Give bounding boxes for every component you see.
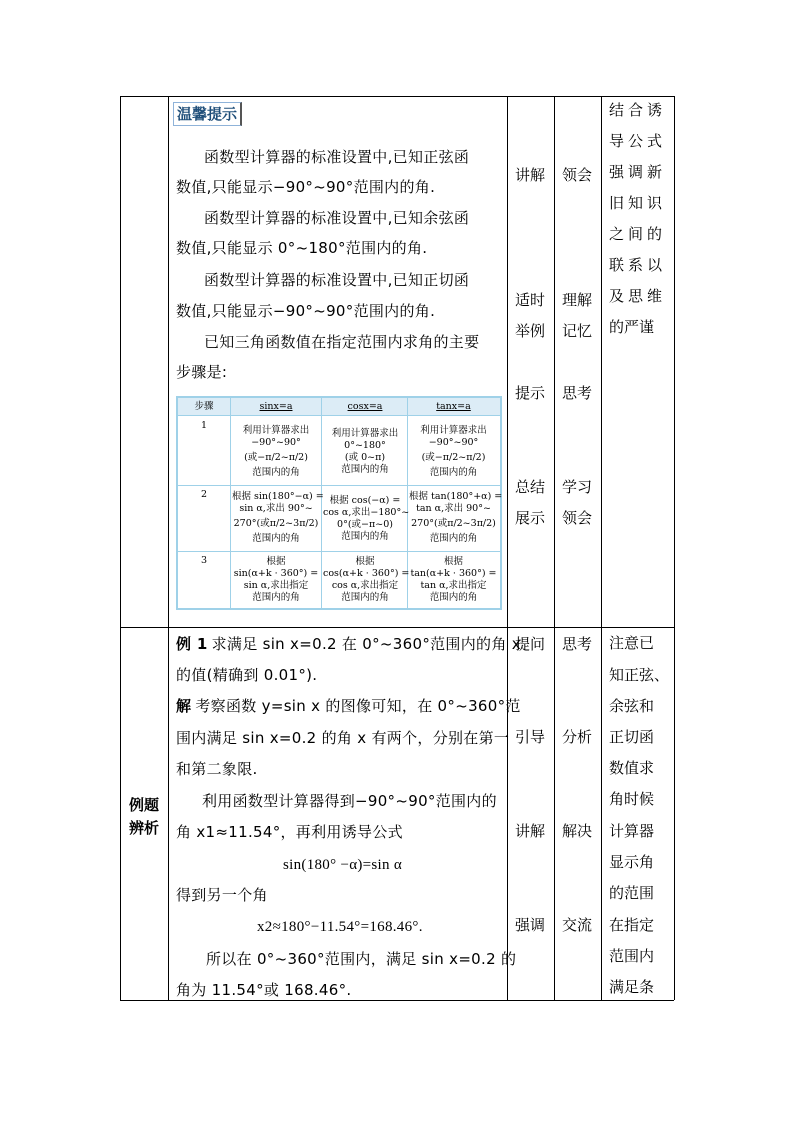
solution-label: 解 <box>176 697 192 715</box>
example-text: 求满足 sin x=0.2 在 0°~360°范围内的角 x <box>211 635 521 653</box>
example-line: 利用函数型计算器得到−90°~90°范围内的 <box>202 792 497 810</box>
column-divider <box>168 96 169 1000</box>
example-line: 角 x1≈11.54°，再利用诱导公式 <box>176 823 403 841</box>
teacher-activity: 讲解 <box>515 822 546 840</box>
student-activity: 交流 <box>562 916 593 934</box>
steps-col-line <box>230 398 231 608</box>
tip-line: 已知三角函数值在指定范围内求角的主要 <box>204 333 480 351</box>
example-line <box>176 691 521 723</box>
step-tan: 范围内的角 <box>429 467 478 478</box>
teacher-activity: 提示 <box>515 384 546 402</box>
teacher-activity: 举例 <box>515 322 546 340</box>
step-cos: 范围内的角 <box>341 531 389 542</box>
step-tan: tan α,求出指定 <box>420 580 487 591</box>
example-line: 的值(精确到 0.01°). <box>176 666 318 684</box>
steps-header-sin: sinx=a <box>259 401 293 412</box>
step-sin: −90°~90° <box>251 437 301 448</box>
design-note-line: 联系以 <box>609 256 667 274</box>
table-right-border <box>674 96 675 1000</box>
design-note-line: 余弦和 <box>609 697 655 715</box>
step-tan: 范围内的角 <box>429 592 478 603</box>
teacher-activity: 总结 <box>515 478 546 496</box>
design-note-line: 的范围 <box>609 884 655 902</box>
design-note-line: 显示角 <box>609 853 655 871</box>
step-sin: sin(α+k · 360°) = <box>233 568 319 579</box>
tip-line: 数值,只能显示 0°~180°范围内的角. <box>176 239 428 257</box>
step-sin: sin α,求出 90°~ <box>239 503 313 514</box>
design-note-line: 之间的 <box>609 225 667 243</box>
example-line <box>176 629 521 661</box>
step-sin: 利用计算器求出 <box>242 425 310 436</box>
step-cos: 范围内的角 <box>341 464 389 475</box>
example-line: 和第二象限. <box>176 760 258 778</box>
section-label: 例题 <box>129 796 160 814</box>
design-note-line: 导公式 <box>609 132 667 150</box>
example-line: 所以在 0°~360°范围内，满足 sin x=0.2 的 <box>206 950 517 968</box>
steps-table <box>176 396 502 610</box>
section-label: 辨析 <box>129 819 160 837</box>
step-tan: 根据 <box>443 556 463 567</box>
row-divider <box>120 627 674 628</box>
step-sin: 270°(或π/2~3π/2) <box>233 518 319 529</box>
tip-line: 数值,只能显示−90°~90°范围内的角. <box>176 178 436 196</box>
step-cos: 根据 cos(−α) = <box>329 495 401 506</box>
design-note-line: 范围内 <box>609 947 655 965</box>
design-note-line: 强调新 <box>609 163 667 181</box>
step-cos: 0°(或−π~0) <box>337 519 393 530</box>
step-tan: tan α,求出 90°~ <box>416 503 491 514</box>
step-sin: 根据 <box>266 556 286 567</box>
teacher-activity: 引导 <box>515 728 546 746</box>
step-tan: 范围内的角 <box>429 533 478 544</box>
step-sin: 范围内的角 <box>252 592 300 603</box>
design-note-line: 数值求 <box>609 759 655 777</box>
step-cos: 0°~180° <box>344 440 386 451</box>
teacher-activity: 提问 <box>515 635 546 653</box>
table-top-border <box>120 96 674 97</box>
step-number: 3 <box>200 555 208 566</box>
steps-row-line <box>178 415 500 416</box>
student-activity: 思考 <box>562 635 593 653</box>
student-activity: 学习 <box>562 478 593 496</box>
formula-line: sin(180° −α)=sin α <box>283 857 403 873</box>
step-sin: sin α,求出指定 <box>243 580 309 591</box>
student-activity: 记忆 <box>562 322 593 340</box>
example-text: 考察函数 y=sin x 的图像可知，在 0°~360°范 <box>195 697 521 715</box>
step-tan: −90°~90° <box>428 437 479 448</box>
step-tan: 根据 tan(180°+α) = <box>409 491 503 502</box>
step-tan: 270°(或π/2~3π/2) <box>411 518 496 529</box>
step-sin: 范围内的角 <box>252 533 300 544</box>
step-tan: tan(α+k · 360°) = <box>410 568 497 579</box>
design-note-line: 角时候 <box>609 790 655 808</box>
teacher-activity: 讲解 <box>515 166 546 184</box>
design-note-line: 的严谨 <box>609 318 655 336</box>
steps-col-line <box>321 398 322 608</box>
design-note-line: 在指定 <box>609 916 655 934</box>
column-divider <box>601 96 602 1000</box>
student-activity: 解决 <box>562 822 593 840</box>
steps-header-step: 步骤 <box>194 401 214 412</box>
design-note-line: 正切函 <box>609 728 655 746</box>
steps-row-line <box>178 485 500 486</box>
teacher-activity: 强调 <box>515 916 546 934</box>
step-cos: cos(α+k · 360°) = <box>323 568 410 579</box>
step-cos: cos α,求出指定 <box>331 580 399 591</box>
student-activity: 领会 <box>562 509 593 527</box>
tip-title: 温馨提示 <box>173 102 242 126</box>
tip-line: 步骤是: <box>176 363 228 381</box>
steps-header-cos: cosx=a <box>347 401 383 412</box>
step-tan: (或−π/2~π/2) <box>421 452 486 463</box>
design-note-line: 知正弦、 <box>609 666 670 684</box>
column-divider <box>507 96 508 1000</box>
step-number: 1 <box>200 420 208 431</box>
design-note-line: 满足条 <box>609 978 655 996</box>
example-line: 角为 11.54°或 168.46°. <box>176 981 352 999</box>
step-cos: (或 0~π) <box>344 452 386 463</box>
design-note-line: 计算器 <box>609 822 655 840</box>
step-sin: 范围内的角 <box>252 467 300 478</box>
design-note-line: 及思维 <box>609 287 667 305</box>
step-sin: 根据 sin(180°−α) = <box>232 491 324 502</box>
example-label: 例 1 <box>176 635 208 653</box>
tip-line: 数值,只能显示−90°~90°范围内的角. <box>176 302 436 320</box>
design-note-line: 旧知识 <box>609 194 667 212</box>
step-cos: cos α,求出−180°~ <box>323 507 410 518</box>
tip-line: 函数型计算器的标准设置中,已知正切函 <box>204 271 470 289</box>
steps-row-line <box>178 551 500 552</box>
column-divider <box>554 96 555 1000</box>
step-number: 2 <box>200 489 208 500</box>
student-activity: 领会 <box>562 166 593 184</box>
teacher-activity: 展示 <box>515 509 546 527</box>
student-activity: 分析 <box>562 728 593 746</box>
steps-header-tan: tanx=a <box>436 401 471 412</box>
design-note-line: 结合诱 <box>609 101 667 119</box>
step-sin: (或−π/2~π/2) <box>244 452 308 463</box>
step-tan: 利用计算器求出 <box>420 425 487 436</box>
tip-line: 函数型计算器的标准设置中,已知正弦函 <box>204 148 470 166</box>
table-left-border <box>120 96 121 1000</box>
teacher-activity: 适时 <box>515 291 546 309</box>
step-cos: 范围内的角 <box>341 592 389 603</box>
example-line: 围内满足 sin x=0.2 的角 x 有两个，分别在第一 <box>176 729 510 747</box>
step-cos: 利用计算器求出 <box>331 428 399 439</box>
student-activity: 理解 <box>562 291 593 309</box>
student-activity: 思考 <box>562 384 593 402</box>
step-cos: 根据 <box>355 556 375 567</box>
design-note-line: 注意已 <box>609 634 655 652</box>
tip-line: 函数型计算器的标准设置中,已知余弦函 <box>204 209 470 227</box>
formula-line: x2≈180°−11.54°=168.46°. <box>257 919 423 935</box>
example-line: 得到另一个角 <box>176 886 268 904</box>
